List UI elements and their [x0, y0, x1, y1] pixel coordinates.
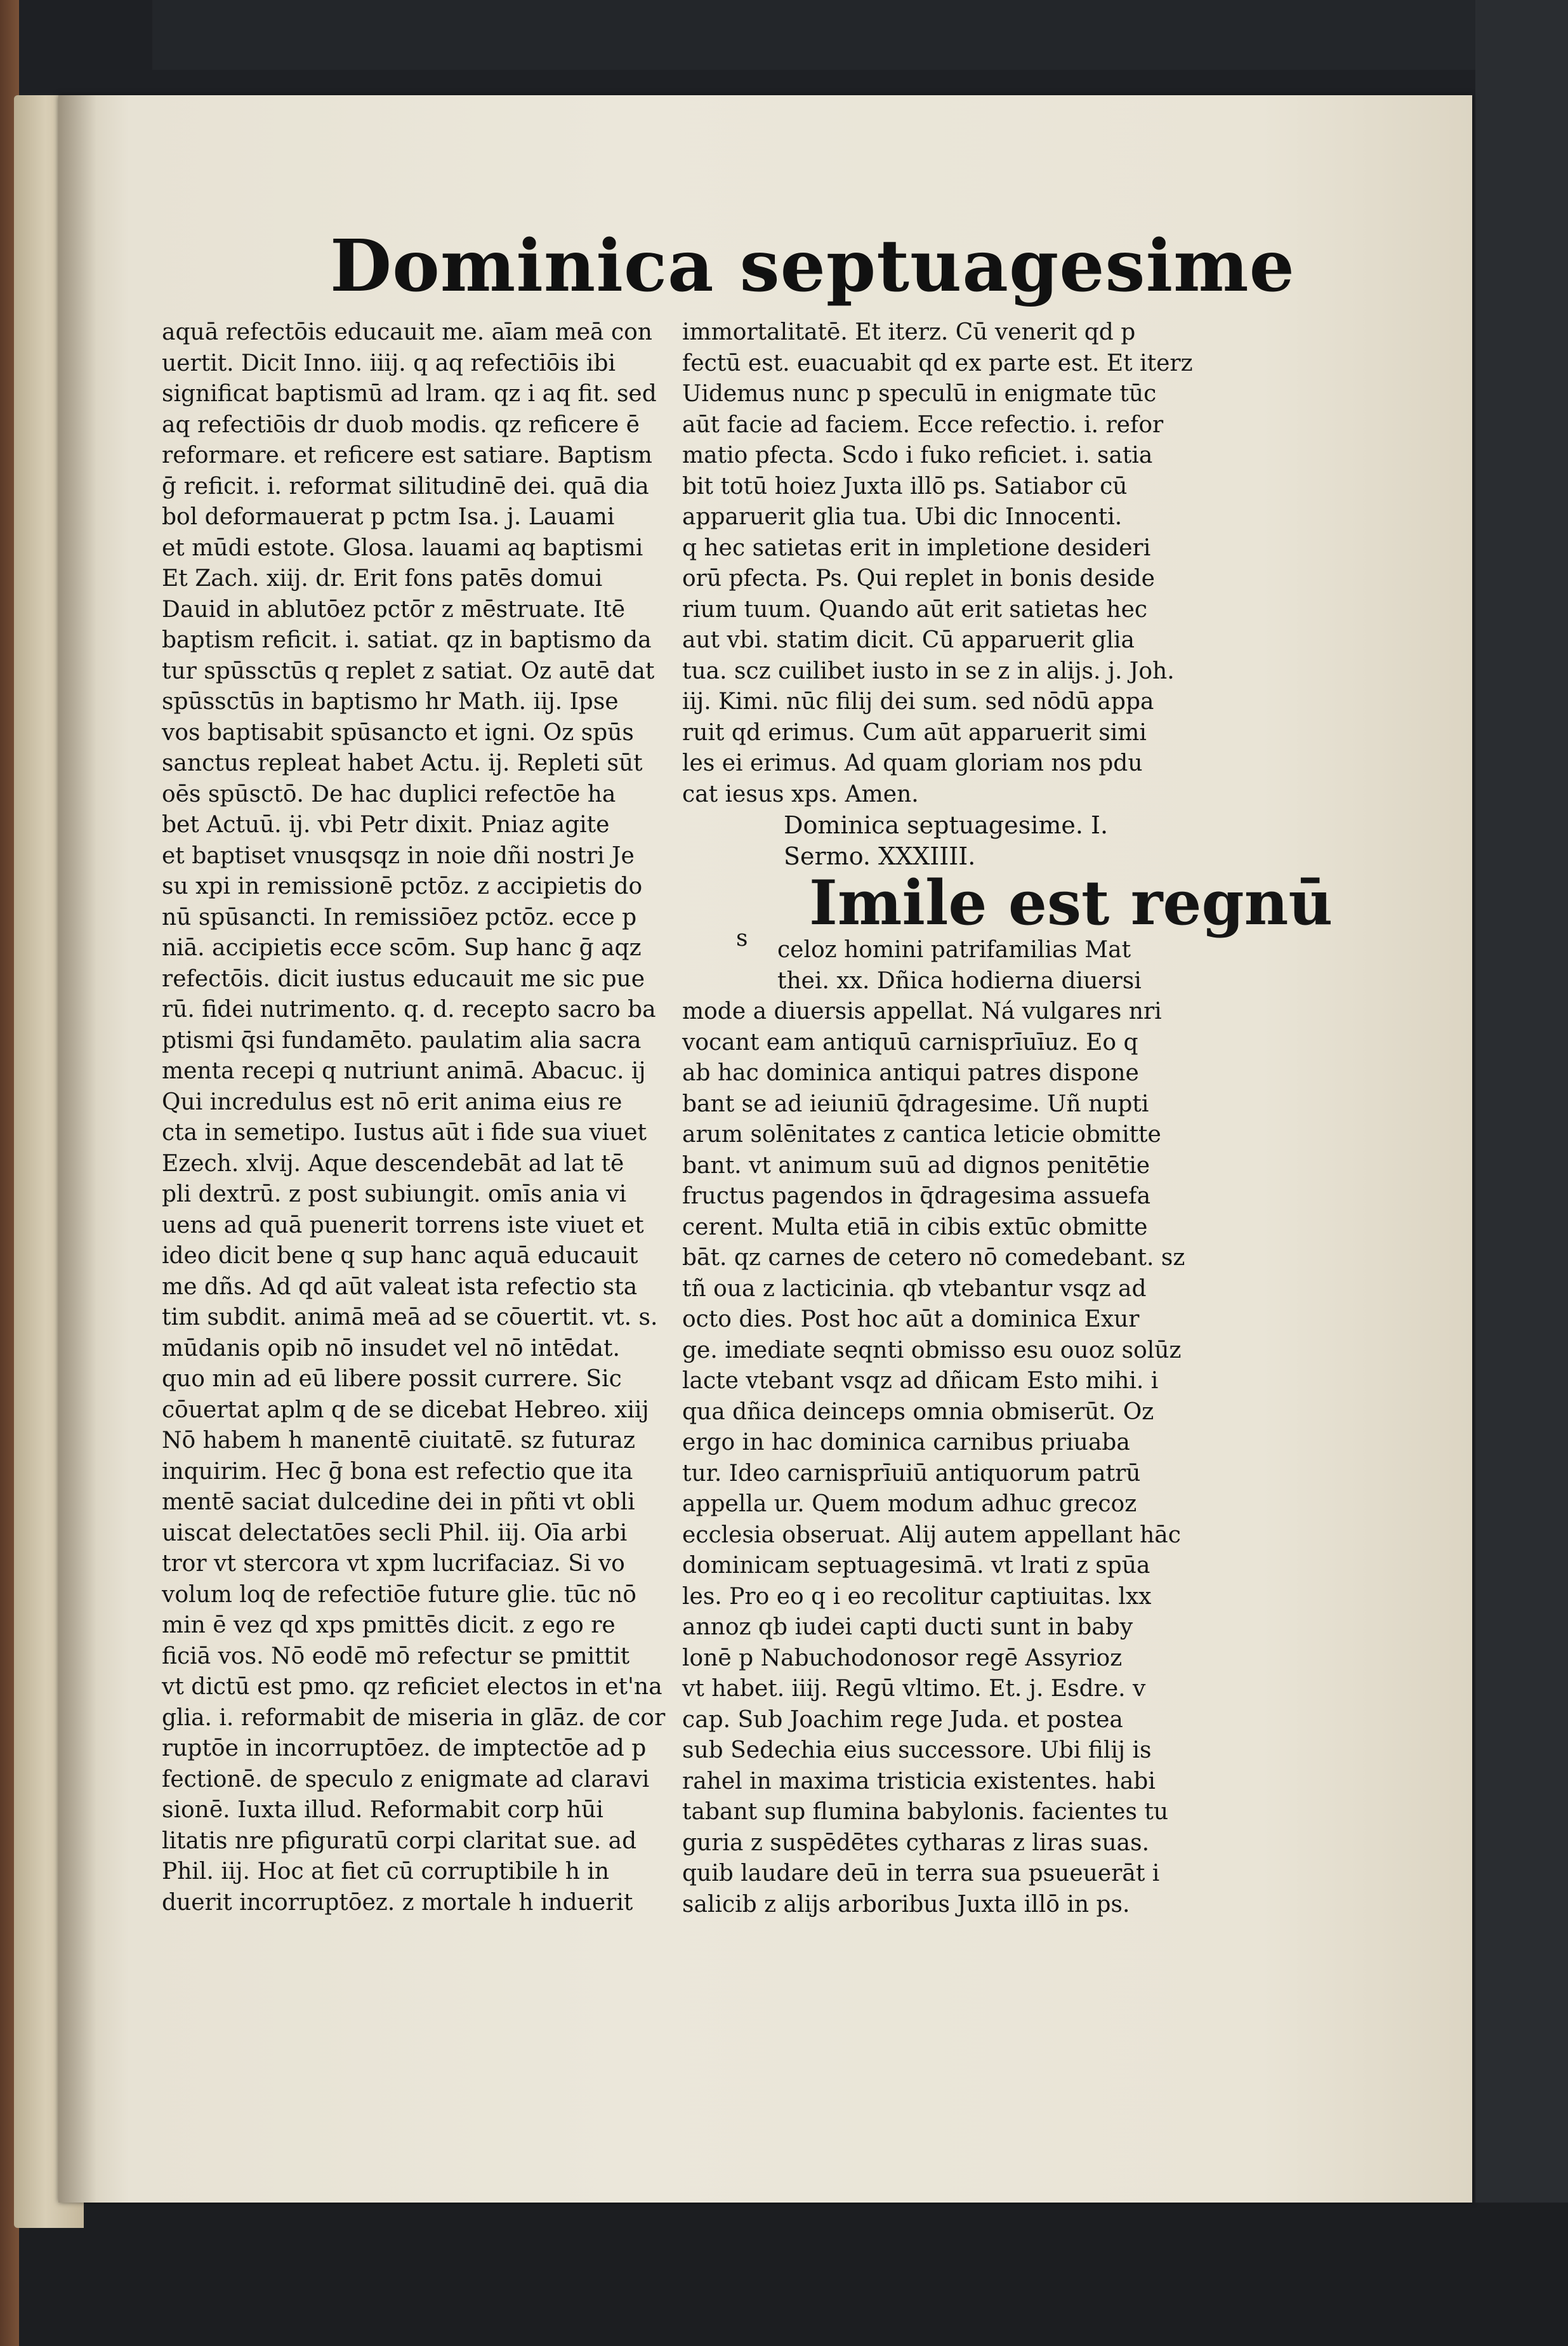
text-line: oēs spūsctō. De hac duplici refectōe ha — [162, 781, 616, 807]
text-line: ecclesia obseruat. Alij autem appellant hāc — [682, 1521, 1181, 1548]
text-line: Phil. iij. Hoc at fiet cū corruptibile h in — [162, 1859, 610, 1885]
text-line: ab hac dominica antiqui patres dispone — [682, 1060, 1139, 1086]
text-line: les ei erimus. Ad quam gloriam nos pdu — [682, 750, 1143, 776]
text-line: mūdanis opib nō insudet vel nō intēdat. — [162, 1335, 620, 1362]
text-line: sionē. Iuxta illud. Reformabit corp hūi — [162, 1797, 603, 1823]
text-line: menta recepi q nutriunt animā. Abacuc. ij — [162, 1058, 646, 1084]
text-line: vos baptisabit spūsancto et igni. Oz spūs — [162, 719, 634, 746]
text-line: annoz qb iudei capti ducti sunt in baby — [682, 1614, 1133, 1640]
text-line: ge. imediate seqnti obmisso esu ouoz solūz — [682, 1337, 1182, 1363]
text-line: rū. fidei nutrimento. q. d. recepto sacro ba — [162, 997, 656, 1023]
text-line: vt habet. iiij. Regū vltimo. Et. j. Esdre. v — [682, 1676, 1146, 1702]
text-line: me dñs. Ad qd aūt valeat ista refectio sta — [162, 1273, 638, 1300]
text-line: celoz homini patrifamilias Mat — [777, 937, 1131, 963]
left-text-column — [162, 317, 669, 1993]
text-line: refectōis. dicit iustus educauit me sic pue — [162, 965, 645, 992]
backdrop-right — [1475, 0, 1568, 2346]
text-line: orū pfecta. Ps. Qui replet in bonis deside — [682, 566, 1155, 592]
backdrop-top — [152, 0, 1568, 70]
text-line: rahel in maxima tristicia existentes. habi — [682, 1768, 1156, 1794]
text-line: tur spūssctūs q replet z satiat. Oz autē dat — [162, 658, 655, 684]
text-line: lacte vtebant vsqz ad dñicam Esto mihi. i — [682, 1368, 1159, 1394]
text-line: dominicam septuagesimā. vt lrati z spūa — [682, 1553, 1150, 1579]
text-line: bet Actuū. ij. vbi Petr dixit. Pniaz agite — [162, 812, 610, 838]
text-line: volum loq de refectiōe future glie. tūc nō — [162, 1581, 636, 1608]
text-line: Dauid in ablutōez pctōr z mēstruate. Itē — [162, 596, 626, 623]
text-line: vt dictū est pmo. qz reficiet electos in et'na — [162, 1674, 662, 1700]
text-line: mentē saciat dulcedine dei in pñti vt obli — [162, 1489, 635, 1515]
text-line: ruptōe in incorruptōez. de imptectōe ad p — [162, 1735, 647, 1761]
text-line: niā. accipietis ecce scōm. Sup hanc ḡ aqz — [162, 935, 642, 961]
text-line: spūssctūs in baptismo hr Math. iij. Ipse — [162, 689, 619, 715]
text-line: Nō habem h manentē ciuitatē. sz futuraz — [162, 1428, 635, 1454]
text-line: ideo dicit bene q sup hanc aquā educauit — [162, 1243, 638, 1269]
sermon-heading: Dominica septuagesime. I. — [784, 811, 1109, 839]
text-line: tabant sup flumina babylonis. facientes tu — [682, 1799, 1169, 1825]
text-line: min ē vez qd xps pmittēs dicit. z ego re — [162, 1612, 616, 1638]
text-line: thei. xx. Dñica hodierna diuersi — [777, 967, 1142, 994]
text-line: ruit qd erimus. Cum aūt apparuerit simi — [682, 719, 1147, 746]
text-line: cerent. Multa etiā in cibis extūc obmitte — [682, 1214, 1148, 1240]
text-line: rium tuum. Quando aūt erit satietas hec — [682, 596, 1148, 623]
text-line: qua dñica deinceps omnia obmiserūt. Oz — [682, 1398, 1154, 1425]
text-line: aūt facie ad faciem. Ecce refectio. i. refor — [682, 411, 1164, 438]
text-line: bit totū hoiez Juxta illō ps. Satiabor cū — [682, 473, 1128, 500]
text-line: les. Pro eo q i eo recolitur captiuitas. lxx — [682, 1583, 1152, 1610]
text-line: nū spūsancti. In remissiōez pctōz. ecce p — [162, 904, 637, 931]
text-line: sub Sedechia eius successore. Ubi filij is — [682, 1737, 1152, 1763]
text-line: tim subdit. animā meā ad se cōuertit. vt. s. — [162, 1304, 658, 1330]
text-line: uens ad quā puenerit torrens iste viuet et — [162, 1212, 644, 1238]
text-line: pli dextrū. z post subiungit. omīs ania vi — [162, 1181, 627, 1207]
text-line: q hec satietas erit in impletione desideri — [682, 534, 1151, 561]
text-line: aq refectiōis dr duob modis. qz reficere ē — [162, 411, 640, 438]
text-line: reformare. et reficere est satiare. Baptism — [162, 442, 652, 468]
text-line: octo dies. Post hoc aūt a dominica Exur — [682, 1306, 1140, 1332]
text-line: cap. Sub Joachim rege Juda. et postea — [682, 1706, 1123, 1733]
text-line: arum solēnitates z cantica leticie obmitte — [682, 1122, 1161, 1148]
text-line: uiscat delectatōes secli Phil. iij. Oīa arbi — [162, 1520, 628, 1546]
text-line: fectū est. euacuabit qd ex parte est. Et iterz — [682, 350, 1193, 376]
text-line: bāt. qz carnes de cetero nō comedebant. sz — [682, 1245, 1185, 1271]
text-line: guria z suspēdētes cytharas z liras suas. — [682, 1829, 1150, 1856]
text-line: uertit. Dicit Inno. iiij. q aq refectiōis ibi — [162, 350, 616, 376]
right-text-column — [682, 317, 1333, 1993]
text-line: Uidemus nunc p speculū in enigmate tūc — [682, 381, 1157, 407]
text-line: ergo in hac dominica carnibus priuaba — [682, 1429, 1130, 1455]
text-line: bant se ad ieiuniū q̄dragesime. Uñ nupti — [682, 1090, 1149, 1117]
sermon-number: Sermo. XXXIIII. — [784, 842, 976, 870]
text-line: quo min ad eū libere possit currere. Sic — [162, 1366, 622, 1392]
text-line: tñ oua z lacticinia. qb vtebantur vsqz ad — [682, 1275, 1147, 1302]
text-line: Et Zach. xiij. dr. Erit fons patēs domui — [162, 566, 603, 592]
text-line: ptismi q̄si fundamēto. paulatim alia sacra — [162, 1027, 642, 1054]
text-line: appella ur. Quem modum adhuc grecoz — [682, 1491, 1137, 1517]
text-line: duerit incorruptōez. z mortale h induerit — [162, 1889, 633, 1916]
text-line: bol deformauerat p pctm Isa. j. Lauami — [162, 504, 615, 530]
text-line: et baptiset vnusqsqz in noie dñi nostri Je — [162, 842, 635, 869]
backdrop-bottom — [0, 2203, 1568, 2346]
text-line: cōuertat aplm q de se dicebat Hebreo. xiij — [162, 1396, 649, 1423]
text-line: apparuerit glia tua. Ubi dic Innocenti. — [682, 504, 1123, 530]
text-line: sanctus repleat habet Actu. ij. Repleti sūt — [162, 750, 643, 776]
text-line: tua. scz cuilibet iusto in se z in alijs. j. Joh. — [682, 658, 1175, 684]
gutter-shadow — [58, 95, 96, 2203]
text-line: ḡ reficit. i. reformat silitudinē dei. quā dia — [162, 473, 649, 500]
text-line: cat iesus xps. Amen. — [682, 781, 919, 807]
text-line: quib laudare deū in terra sua psueuerāt i — [682, 1860, 1160, 1886]
text-line: su xpi in remissionē pctōz. z accipietis do — [162, 873, 643, 899]
text-line: litatis nre pfiguratū corpi claritat sue. ad — [162, 1827, 637, 1854]
text-line: vocant eam antiquū carnisprīuīuz. Eo q — [682, 1029, 1138, 1056]
text-line: ficiā vos. Nō eodē mō refectur se pmittit — [162, 1643, 630, 1669]
text-line: bant. vt animum suū ad dignos penitētie — [682, 1152, 1150, 1179]
text-line: iij. Kimi. nūc filij dei sum. sed nōdū appa — [682, 689, 1154, 715]
decorated-incipit: Imile est regnū — [809, 867, 1333, 939]
text-line: aquā refectōis educauit me. aīam meā con — [162, 319, 652, 345]
text-line: Qui incredulus est nō erit anima eius re — [162, 1089, 623, 1115]
text-line: tur. Ideo carnisprīuiū antiquorum patrū — [682, 1460, 1141, 1487]
text-line: lonē p Nabuchodonosor regē Assyrioz — [682, 1645, 1123, 1671]
text-line: significat baptismū ad lram. qz i aq fit. sed — [162, 381, 657, 407]
text-line: cta in semetipo. Iustus aūt i fide sua viuet — [162, 1120, 647, 1146]
text-line: mode a diuersis appellat. Ná vulgares nri — [682, 998, 1162, 1024]
text-line: matio pfecta. Scdo i fuko reficiet. i. satia — [682, 442, 1153, 468]
text-line: et mūdi estote. Glosa. lauami aq baptismi — [162, 534, 643, 561]
text-line: glia. i. reformabit de miseria in glāz. de cor — [162, 1704, 666, 1731]
text-line: tror vt stercora vt xpm lucrifaciaz. Si vo — [162, 1551, 625, 1577]
text-line: aut vbi. statim dicit. Cū apparuerit glia — [682, 627, 1135, 653]
text-line: fectionē. de speculo z enigmate ad claravi — [162, 1766, 650, 1793]
marginal-letter: s — [736, 925, 748, 951]
text-line: fructus pagendos in q̄dragesima assuefa — [682, 1183, 1151, 1209]
text-line: baptism reficit. i. satiat. qz in baptismo da — [162, 627, 652, 653]
running-head: Dominica septuagesime — [330, 225, 1295, 308]
text-line: inquirim. Hec ḡ bona est refectio que ita — [162, 1458, 633, 1485]
text-line: salicib z alijs arboribus Juxta illō in ps. — [682, 1891, 1130, 1918]
text-line: immortalitatē. Et iterz. Cū venerit qd p — [682, 319, 1136, 345]
text-line: Ezech. xlvij. Aque descendebāt ad lat tē — [162, 1150, 624, 1177]
